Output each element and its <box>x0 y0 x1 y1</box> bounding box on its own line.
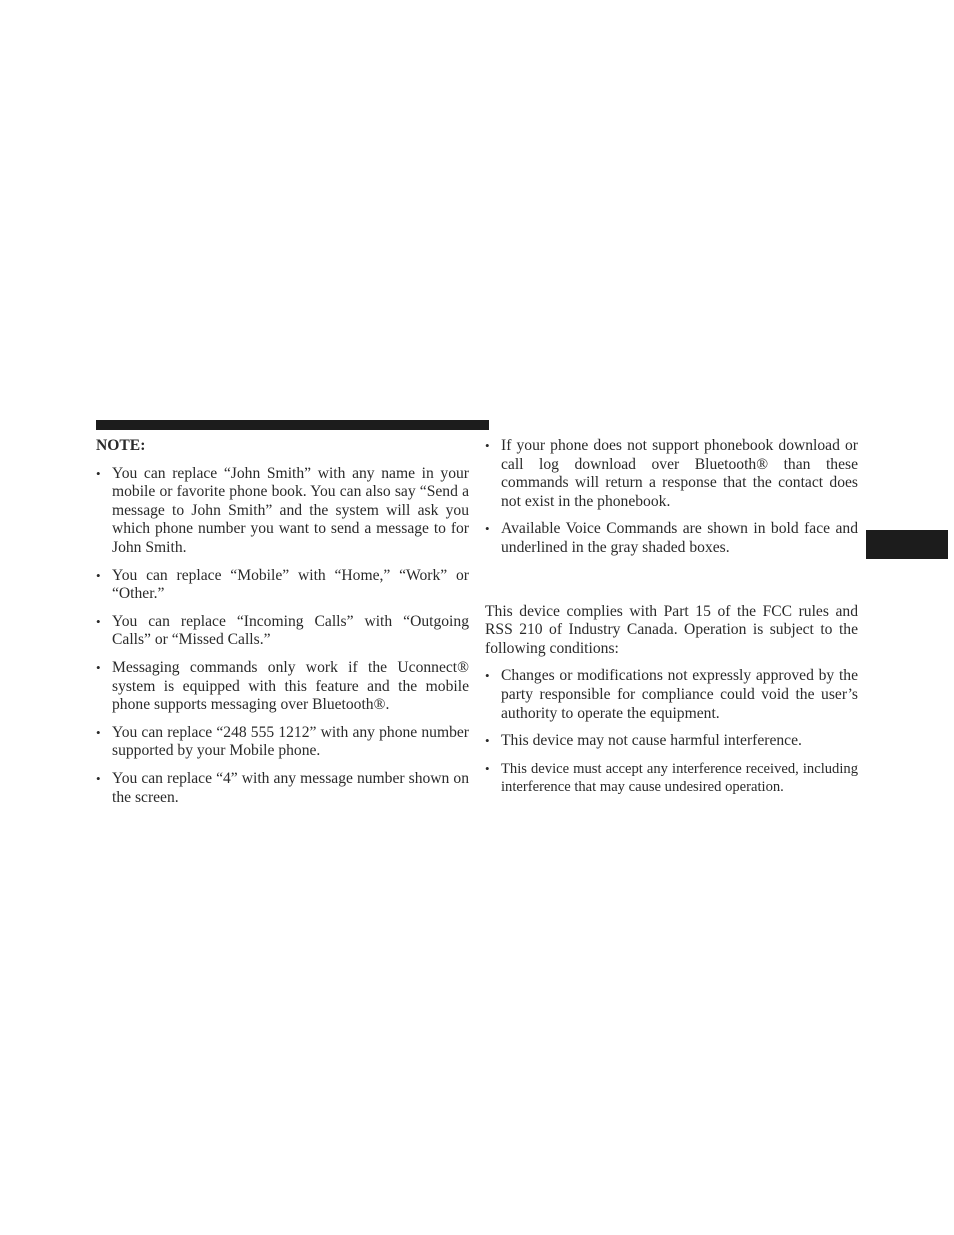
conditions-bullet-list <box>485 667 858 796</box>
bullet-icon: • <box>485 760 490 776</box>
bullet-icon: • <box>96 613 101 629</box>
note-bullet-list <box>96 465 469 808</box>
bullet-icon: • <box>96 724 101 740</box>
list-item: • You can replace “Incoming Calls” with “Outgoing Calls” or “Missed Calls.” <box>96 612 469 649</box>
phonebook-bullet-list <box>485 437 858 558</box>
bullet-icon: • <box>96 659 101 675</box>
list-item: • This device may not cause harmful interference. <box>485 732 802 750</box>
bullet-icon: • <box>96 567 101 583</box>
section-top-rule <box>96 420 489 430</box>
section-gap <box>485 567 858 603</box>
list-item: • If your phone does not support phonebook download or call log download over Bluetooth® than these commands will return a response that the contact does not exist in the phonebook. <box>485 437 858 510</box>
note-label: NOTE: <box>96 437 146 454</box>
left-column <box>96 437 469 816</box>
list-item: • You can replace “248 555 1212” with any phone number supported by your Mobile phone. <box>96 723 469 760</box>
list-item: • Available Voice Commands are shown in bold face and underlined in the gray shaded boxes. <box>485 520 858 556</box>
chapter-side-tab <box>866 530 948 559</box>
bullet-icon: • <box>485 733 490 749</box>
bullet-icon: • <box>485 668 490 684</box>
list-item: • Changes or modifications not expressly approved by the party responsible for compliance could void the user’s authority to operate the equipment. <box>485 667 858 722</box>
list-item: • You can replace “John Smith” with any name in your mobile or favorite phone book. You can also say “Send a message to John Smith” and the system will ask you which phone number you want to send a message to for John Smith. <box>96 464 469 556</box>
bullet-icon: • <box>485 438 490 453</box>
list-item: • This device must accept any interference received, including interference that may cause undesired operation. <box>485 760 858 795</box>
bullet-icon: • <box>485 521 490 537</box>
compliance-paragraph: This device complies with Part 15 of the FCC rules and RSS 210 of Industry Canada. Operation is subject to the following conditions: <box>485 602 858 657</box>
list-item: • You can replace “4” with any message number shown on the screen. <box>96 769 469 806</box>
list-item: • Messaging commands only work if the Uconnect® system is equipped with this feature and the mobile phone supports messaging over Bluetooth®. <box>96 658 469 714</box>
right-column <box>485 437 858 805</box>
bullet-icon: • <box>96 770 101 786</box>
list-item: • You can replace “Mobile” with “Home,” “Work” or “Other.” <box>96 566 469 603</box>
bullet-icon: • <box>96 465 101 481</box>
